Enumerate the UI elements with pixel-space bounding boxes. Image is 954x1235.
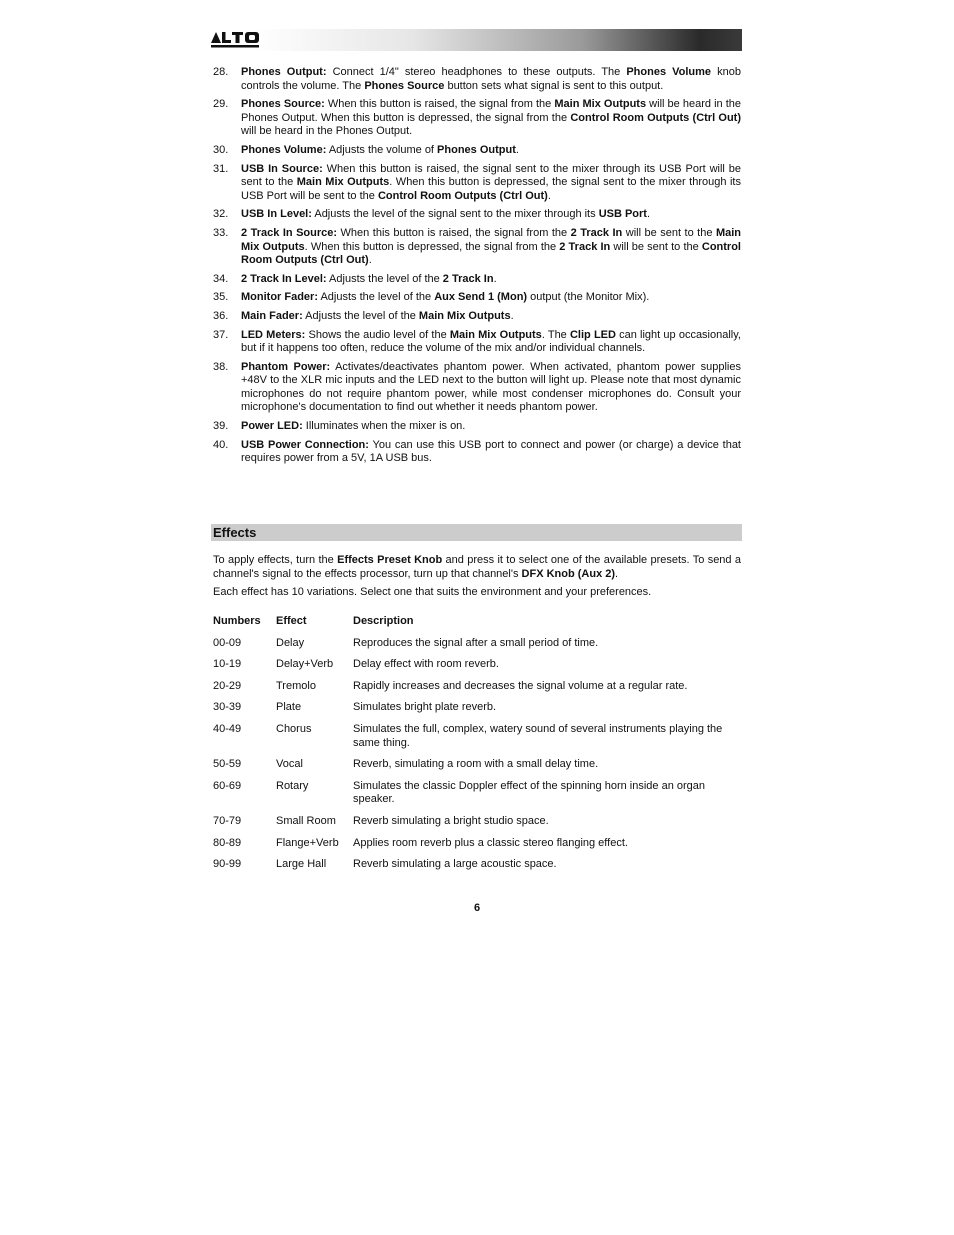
bold-term: USB In Level: bbox=[241, 208, 312, 221]
item-number: 35. bbox=[213, 291, 229, 304]
table-row bbox=[213, 701, 741, 715]
bold-term: 2 Track In Level: bbox=[241, 272, 327, 285]
cell-description: Applies room reverb plus a classic stereo flanging effect. bbox=[353, 836, 628, 849]
cell-numbers: 10-19 bbox=[213, 658, 242, 671]
item-number: 30. bbox=[213, 143, 229, 156]
text-run: When this button is raised, the signal sent to the mixer through its USB Port will be sent to the bbox=[241, 162, 741, 189]
text-run: . bbox=[493, 272, 497, 285]
list-item bbox=[213, 273, 741, 287]
item-number: 32. bbox=[213, 208, 229, 221]
bold-term: 2 Track In Source: bbox=[241, 226, 338, 239]
bold-term: DFX Knob (Aux 2) bbox=[521, 567, 616, 580]
text-run: . bbox=[368, 254, 372, 267]
item-text bbox=[241, 208, 741, 222]
item-text bbox=[241, 163, 741, 204]
list-item bbox=[213, 208, 741, 222]
cell-description: Simulates the classic Doppler effect of the spinning horn inside an organ speaker. bbox=[353, 779, 706, 806]
cell-numbers: 80-89 bbox=[213, 836, 242, 849]
item-text bbox=[241, 291, 741, 305]
bold-term: Main Mix Outputs bbox=[296, 176, 390, 189]
header-description: Description bbox=[353, 615, 414, 627]
cell-effect: Flange+Verb bbox=[276, 836, 339, 849]
item-number: 31. bbox=[213, 162, 229, 175]
list-item bbox=[213, 439, 741, 466]
bold-term: USB Port bbox=[598, 208, 647, 221]
cell-description: Reproduces the signal after a small period of time. bbox=[353, 636, 599, 649]
cell-numbers: 00-09 bbox=[213, 636, 242, 649]
item-number: 29. bbox=[213, 98, 229, 111]
cell-description: Reverb, simulating a room with a small delay time. bbox=[353, 758, 599, 771]
control-descriptions-list bbox=[213, 66, 741, 471]
text-run: Connect 1/4" stereo headphones to these outputs. The bbox=[326, 66, 627, 78]
bold-term: Phones Output bbox=[437, 143, 516, 156]
bold-term: 2 Track In bbox=[559, 240, 611, 253]
cell-description: Delay effect with room reverb. bbox=[353, 658, 499, 671]
table-row bbox=[213, 637, 741, 651]
cell-numbers: 40-49 bbox=[213, 722, 242, 735]
text-run: Adjusts the volume of bbox=[326, 143, 438, 156]
text-run: . bbox=[547, 189, 551, 202]
bold-term: Clip LED bbox=[569, 328, 616, 341]
bold-term: Phones Output: bbox=[241, 66, 327, 78]
list-item bbox=[213, 361, 741, 415]
effects-section-title: Effects bbox=[213, 525, 257, 540]
list-item bbox=[213, 329, 741, 356]
cell-effect: Delay bbox=[276, 636, 305, 649]
text-run: knob controls the volume. The bbox=[241, 66, 741, 92]
text-run: You can use this USB port to connect and power (or charge) a device that requires power from a 5V, 1A USB bus. bbox=[241, 438, 741, 465]
cell-effect: Chorus bbox=[276, 722, 312, 735]
bold-term: Phones Source bbox=[364, 79, 445, 92]
page-number: 6 bbox=[473, 902, 481, 914]
bold-term: Control Room Outputs (Ctrl Out) bbox=[377, 189, 548, 202]
cell-description: Reverb simulating a large acoustic space. bbox=[353, 858, 557, 871]
text-run: will be sent to the bbox=[610, 240, 702, 253]
bold-term: Phones Volume bbox=[626, 66, 712, 78]
text-run: . bbox=[510, 309, 514, 322]
bold-term: Main Mix Outputs bbox=[554, 98, 647, 111]
bold-term: LED Meters: bbox=[241, 328, 306, 341]
table-row bbox=[213, 723, 741, 750]
bold-term: 2 Track In bbox=[570, 226, 623, 239]
item-text bbox=[241, 227, 741, 268]
cell-numbers: 70-79 bbox=[213, 814, 242, 827]
item-number: 39. bbox=[213, 420, 229, 433]
item-number: 38. bbox=[213, 360, 229, 373]
list-item bbox=[213, 98, 741, 139]
bold-term: USB In Source: bbox=[241, 162, 323, 175]
table-header-row bbox=[213, 615, 741, 629]
text-run: . When this button is depressed, the signal sent to the mixer through its USB Port will be sent to the bbox=[241, 176, 741, 202]
text-run: . The bbox=[541, 328, 570, 341]
item-number: 33. bbox=[213, 226, 229, 239]
bold-term: Phantom Power: bbox=[241, 360, 331, 373]
text-run: Shows the audio level of the bbox=[305, 328, 450, 341]
bold-term: 2 Track In bbox=[442, 272, 494, 285]
cell-effect: Large Hall bbox=[276, 858, 327, 871]
item-text bbox=[241, 310, 741, 324]
header-gradient-bar bbox=[211, 29, 742, 51]
bold-term: Main Mix Outputs bbox=[449, 328, 542, 341]
bold-term: Effects Preset Knob bbox=[337, 554, 443, 566]
item-number: 40. bbox=[213, 438, 229, 451]
cell-numbers: 90-99 bbox=[213, 858, 242, 871]
cell-effect: Plate bbox=[276, 701, 302, 714]
table-row bbox=[213, 680, 741, 694]
list-item bbox=[213, 420, 741, 434]
cell-description: Simulates the full, complex, watery sound of several instruments playing the same thing. bbox=[353, 722, 723, 749]
bold-term: Main Mix Outputs bbox=[241, 226, 742, 253]
item-number: 37. bbox=[213, 328, 229, 341]
text-run: Illuminates when the mixer is on. bbox=[302, 420, 466, 433]
table-row bbox=[213, 758, 741, 772]
text-run: To apply effects, turn the bbox=[213, 554, 338, 566]
cell-description: Reverb simulating a bright studio space. bbox=[353, 814, 549, 827]
table-row bbox=[213, 858, 741, 872]
text-run: output (the Monitor Mix). bbox=[527, 291, 650, 304]
table-row bbox=[213, 837, 741, 851]
item-text bbox=[241, 66, 741, 93]
item-text bbox=[241, 329, 741, 356]
text-run: When this button is raised, the signal from the bbox=[337, 226, 571, 239]
text-run: . bbox=[615, 567, 619, 580]
effects-note: Each effect has 10 variations. Select one that suits the environment and your preferences. bbox=[213, 586, 652, 598]
bold-term: Aux Send 1 (Mon) bbox=[434, 291, 528, 304]
text-run: . bbox=[646, 208, 651, 221]
text-run: will be heard in the Phones Output. bbox=[241, 125, 413, 138]
item-number: 36. bbox=[213, 309, 229, 322]
header-effect: Effect bbox=[276, 615, 307, 627]
cell-effect: Rotary bbox=[276, 779, 309, 792]
cell-effect: Tremolo bbox=[276, 679, 316, 692]
header-numbers: Numbers bbox=[213, 615, 261, 627]
cell-numbers: 60-69 bbox=[213, 779, 242, 792]
cell-description: Rapidly increases and decreases the signal volume at a regular rate. bbox=[353, 679, 688, 692]
text-run: button sets what signal is sent to this output. bbox=[444, 79, 664, 92]
list-item bbox=[213, 144, 741, 158]
text-run: will be heard in the Phones Output. When this button is depressed, the signal from the bbox=[241, 98, 742, 124]
cell-numbers: 20-29 bbox=[213, 679, 242, 692]
list-item bbox=[213, 291, 741, 305]
effects-table bbox=[213, 615, 741, 880]
cell-effect: Vocal bbox=[276, 758, 303, 771]
list-item bbox=[213, 310, 741, 324]
text-run: . When this button is depressed, the signal from the bbox=[304, 240, 560, 253]
table-row bbox=[213, 658, 741, 672]
bold-term: Power LED: bbox=[241, 420, 303, 433]
bold-term: Main Mix Outputs bbox=[418, 309, 511, 322]
bold-term: Control Room Outputs (Ctrl Out) bbox=[570, 111, 741, 124]
effects-section-bar bbox=[211, 524, 742, 541]
bold-term: Phones Volume: bbox=[241, 143, 327, 156]
table-row bbox=[213, 780, 741, 807]
item-text bbox=[241, 439, 741, 466]
cell-description: Simulates bright plate reverb. bbox=[353, 701, 497, 714]
text-run: Adjusts the level of the bbox=[326, 272, 443, 285]
list-item bbox=[213, 163, 741, 204]
alto-logo bbox=[211, 31, 263, 49]
item-text bbox=[241, 361, 741, 415]
text-run: Adjusts the level of the bbox=[318, 291, 435, 304]
list-item bbox=[213, 227, 741, 268]
cell-effect: Delay+Verb bbox=[276, 658, 334, 671]
bold-term: Phones Source: bbox=[241, 98, 325, 111]
item-text bbox=[241, 273, 741, 287]
text-run: When this button is raised, the signal from the bbox=[324, 98, 555, 111]
item-number: 28. bbox=[213, 66, 229, 78]
text-run: Adjusts the level of the bbox=[302, 309, 419, 322]
item-number: 34. bbox=[213, 272, 229, 285]
table-row bbox=[213, 815, 741, 829]
bold-term: Control Room Outputs (Ctrl Out) bbox=[241, 240, 741, 267]
text-run: Activates/deactivates phantom power. When activated, phantom power supplies +48V to the XLR mic inputs and the LED next to the button will light up. Please note that most dynamic microphones do not require phantom power, while most condenser microphones do. Consult your microphone's documentation to find out whether it needs phantom power. bbox=[241, 360, 741, 414]
text-run: and press it to select one of the available presets. To send a channel's signal to the effects processor, turn up that channel's bbox=[213, 554, 741, 580]
text-run: will be sent to the bbox=[622, 226, 716, 239]
cell-effect: Small Room bbox=[276, 814, 336, 827]
effects-intro bbox=[213, 554, 741, 581]
bold-term: USB Power Connection: bbox=[241, 438, 369, 451]
item-text bbox=[241, 144, 741, 158]
text-run: Adjusts the level of the signal sent to the mixer through its bbox=[311, 208, 599, 221]
text-run: . bbox=[515, 143, 519, 156]
cell-numbers: 50-59 bbox=[213, 758, 242, 771]
item-text bbox=[241, 420, 741, 434]
list-item bbox=[213, 66, 741, 93]
cell-numbers: 30-39 bbox=[213, 701, 242, 714]
bold-term: Monitor Fader: bbox=[241, 291, 318, 304]
text-run: can light up occasionally, but if it happens too often, reduce the volume of the mix and/or individual channels. bbox=[241, 328, 741, 355]
bold-term: Main Fader: bbox=[241, 309, 303, 322]
item-text bbox=[241, 98, 741, 139]
